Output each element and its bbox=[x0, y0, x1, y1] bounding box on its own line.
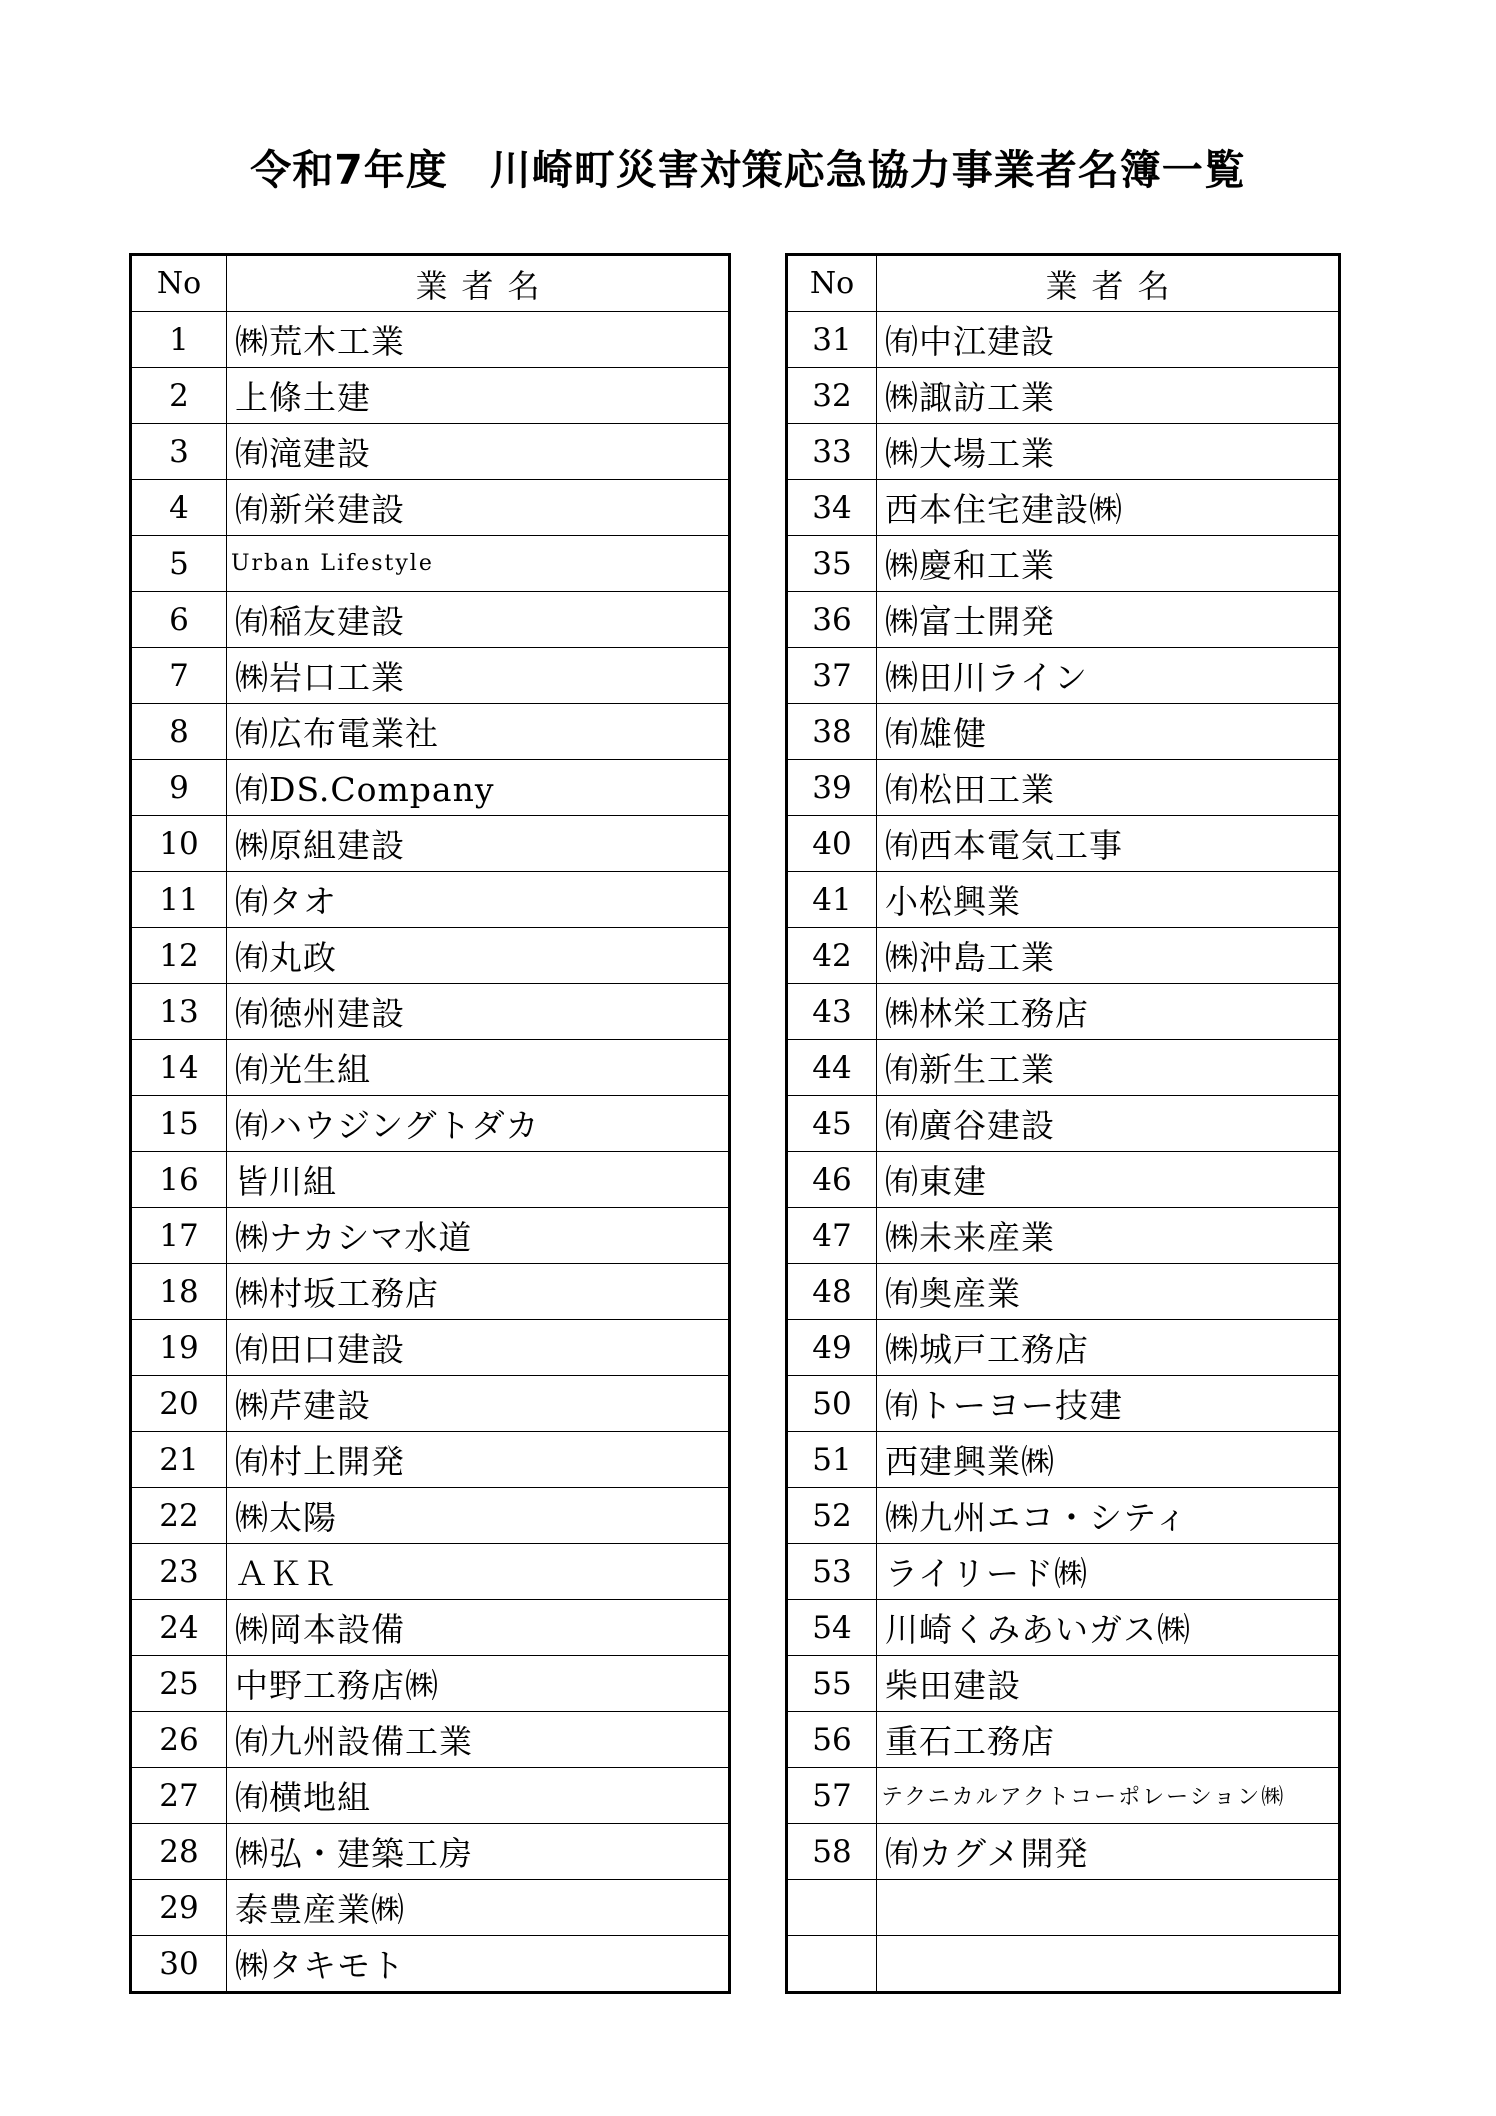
table-row bbox=[787, 1656, 1340, 1712]
table-row bbox=[787, 592, 1340, 648]
company-name: ㈱弘・建築工房 bbox=[227, 1824, 730, 1880]
table-row bbox=[131, 368, 730, 424]
table-row bbox=[131, 928, 730, 984]
roster-body-right bbox=[787, 312, 1340, 1993]
company-name: ㈲新生工業 bbox=[877, 1040, 1340, 1096]
row-number: 1 bbox=[131, 312, 227, 368]
company-name: ㈲広布電業社 bbox=[227, 704, 730, 760]
company-name: ㈱タキモト bbox=[227, 1936, 730, 1993]
company-name: 小松興業 bbox=[877, 872, 1340, 928]
row-number: 31 bbox=[787, 312, 877, 368]
row-number: 20 bbox=[131, 1376, 227, 1432]
company-name: 泰豊産業㈱ bbox=[227, 1880, 730, 1936]
company-name: ㈱沖島工業 bbox=[877, 928, 1340, 984]
company-name: ㈱太陽 bbox=[227, 1488, 730, 1544]
row-number: 39 bbox=[787, 760, 877, 816]
column-header-name: 業者名 bbox=[877, 255, 1340, 312]
company-name: ㈱岡本設備 bbox=[227, 1600, 730, 1656]
row-number: 53 bbox=[787, 1544, 877, 1600]
row-number: 11 bbox=[131, 872, 227, 928]
company-name: ㈱大場工業 bbox=[877, 424, 1340, 480]
row-number: 3 bbox=[131, 424, 227, 480]
company-name: ㈱林栄工務店 bbox=[877, 984, 1340, 1040]
company-name: ㈱岩口工業 bbox=[227, 648, 730, 704]
company-name: 川崎くみあいガス㈱ bbox=[877, 1600, 1340, 1656]
row-number: 50 bbox=[787, 1376, 877, 1432]
row-number: 32 bbox=[787, 368, 877, 424]
table-row bbox=[131, 1880, 730, 1936]
company-name: ㈱諏訪工業 bbox=[877, 368, 1340, 424]
table-row bbox=[131, 872, 730, 928]
table-row bbox=[787, 1600, 1340, 1656]
table-row bbox=[787, 424, 1340, 480]
table-header-row bbox=[787, 255, 1340, 312]
table-row bbox=[787, 872, 1340, 928]
column-header-name: 業者名 bbox=[227, 255, 730, 312]
row-number: 21 bbox=[131, 1432, 227, 1488]
company-name: ㈲横地組 bbox=[227, 1768, 730, 1824]
table-row bbox=[787, 1880, 1340, 1936]
table-row bbox=[131, 984, 730, 1040]
column-header-no: No bbox=[131, 255, 227, 312]
table-row bbox=[787, 1488, 1340, 1544]
table-row bbox=[787, 536, 1340, 592]
company-name: 重石工務店 bbox=[877, 1712, 1340, 1768]
row-number: 10 bbox=[131, 816, 227, 872]
table-row bbox=[131, 1432, 730, 1488]
row-number: 9 bbox=[131, 760, 227, 816]
table-row bbox=[131, 1656, 730, 1712]
row-number: 27 bbox=[131, 1768, 227, 1824]
company-name: ㈱富士開発 bbox=[877, 592, 1340, 648]
row-number: 41 bbox=[787, 872, 877, 928]
row-number: 24 bbox=[131, 1600, 227, 1656]
company-name: ㈱未来産業 bbox=[877, 1208, 1340, 1264]
row-number: 18 bbox=[131, 1264, 227, 1320]
company-name: ㈲廣谷建設 bbox=[877, 1096, 1340, 1152]
row-number: 16 bbox=[131, 1152, 227, 1208]
table-row bbox=[787, 1096, 1340, 1152]
company-name: ㈱原組建設 bbox=[227, 816, 730, 872]
table-row bbox=[787, 1040, 1340, 1096]
company-name: ㈱慶和工業 bbox=[877, 536, 1340, 592]
page-title: 令和7年度 川崎町災害対策応急協力事業者名簿一覧 bbox=[250, 146, 1246, 194]
table-row bbox=[787, 1376, 1340, 1432]
table-row bbox=[787, 1432, 1340, 1488]
company-name: ㈲徳州建設 bbox=[227, 984, 730, 1040]
table-row bbox=[787, 984, 1340, 1040]
company-name: ㈲ハウジングトダカ bbox=[227, 1096, 730, 1152]
table-row bbox=[131, 648, 730, 704]
row-number: 23 bbox=[131, 1544, 227, 1600]
table-row bbox=[131, 1040, 730, 1096]
row-number: 5 bbox=[131, 536, 227, 592]
row-number: 15 bbox=[131, 1096, 227, 1152]
company-name bbox=[877, 1880, 1340, 1936]
row-number: 38 bbox=[787, 704, 877, 760]
row-number: 26 bbox=[131, 1712, 227, 1768]
table-row bbox=[131, 760, 730, 816]
company-name: ㈱荒木工業 bbox=[227, 312, 730, 368]
row-number: 42 bbox=[787, 928, 877, 984]
table-row bbox=[787, 816, 1340, 872]
company-name: ㈲タオ bbox=[227, 872, 730, 928]
row-number: 13 bbox=[131, 984, 227, 1040]
company-name: ㈲丸政 bbox=[227, 928, 730, 984]
company-name: ㈱城戸工務店 bbox=[877, 1320, 1340, 1376]
row-number: 44 bbox=[787, 1040, 877, 1096]
table-row bbox=[131, 704, 730, 760]
table-row bbox=[131, 1208, 730, 1264]
row-number: 7 bbox=[131, 648, 227, 704]
company-name: ㈲カグメ開発 bbox=[877, 1824, 1340, 1880]
row-number: 57 bbox=[787, 1768, 877, 1824]
table-row bbox=[787, 1264, 1340, 1320]
row-number: 37 bbox=[787, 648, 877, 704]
row-number bbox=[787, 1880, 877, 1936]
row-number: 56 bbox=[787, 1712, 877, 1768]
table-row bbox=[131, 1936, 730, 1993]
roster-body-left bbox=[131, 312, 730, 1993]
row-number: 52 bbox=[787, 1488, 877, 1544]
company-name: ㈲雄健 bbox=[877, 704, 1340, 760]
row-number: 19 bbox=[131, 1320, 227, 1376]
company-name: ㈲滝建設 bbox=[227, 424, 730, 480]
row-number: 54 bbox=[787, 1600, 877, 1656]
row-number: 22 bbox=[131, 1488, 227, 1544]
row-number: 29 bbox=[131, 1880, 227, 1936]
row-number: 45 bbox=[787, 1096, 877, 1152]
company-name: ㈲東建 bbox=[877, 1152, 1340, 1208]
row-number: 28 bbox=[131, 1824, 227, 1880]
company-name: ㈱芹建設 bbox=[227, 1376, 730, 1432]
company-name: ㈲新栄建設 bbox=[227, 480, 730, 536]
table-header-row bbox=[131, 255, 730, 312]
table-row bbox=[131, 816, 730, 872]
table-row bbox=[787, 648, 1340, 704]
table-row bbox=[131, 1096, 730, 1152]
company-name: ㈲村上開発 bbox=[227, 1432, 730, 1488]
row-number bbox=[787, 1936, 877, 1993]
row-number: 14 bbox=[131, 1040, 227, 1096]
row-number: 55 bbox=[787, 1656, 877, 1712]
table-row bbox=[131, 312, 730, 368]
table-row bbox=[131, 424, 730, 480]
table-row bbox=[131, 1600, 730, 1656]
company-name: ㈲稲友建設 bbox=[227, 592, 730, 648]
row-number: 51 bbox=[787, 1432, 877, 1488]
row-number: 6 bbox=[131, 592, 227, 648]
table-row bbox=[131, 536, 730, 592]
table-row bbox=[787, 1152, 1340, 1208]
company-name bbox=[877, 1936, 1340, 1993]
company-name: ＡＫＲ bbox=[227, 1544, 730, 1600]
row-number: 2 bbox=[131, 368, 227, 424]
table-row bbox=[131, 1488, 730, 1544]
company-name: 中野工務店㈱ bbox=[227, 1656, 730, 1712]
company-name: テクニカルアクトコーポレーション㈱ bbox=[877, 1768, 1340, 1824]
table-row bbox=[131, 1152, 730, 1208]
roster-table-right bbox=[785, 253, 1341, 1994]
row-number: 43 bbox=[787, 984, 877, 1040]
row-number: 35 bbox=[787, 536, 877, 592]
table-row bbox=[787, 760, 1340, 816]
company-name: ㈲中江建設 bbox=[877, 312, 1340, 368]
table-row bbox=[131, 1264, 730, 1320]
row-number: 58 bbox=[787, 1824, 877, 1880]
company-name: ㈲トーヨー技建 bbox=[877, 1376, 1340, 1432]
company-name: ㈱九州エコ・シティ bbox=[877, 1488, 1340, 1544]
row-number: 48 bbox=[787, 1264, 877, 1320]
company-name: ㈱田川ライン bbox=[877, 648, 1340, 704]
column-header-no: No bbox=[787, 255, 877, 312]
row-number: 4 bbox=[131, 480, 227, 536]
table-row bbox=[131, 1824, 730, 1880]
company-name: ㈲西本電気工事 bbox=[877, 816, 1340, 872]
company-name: 西本住宅建設㈱ bbox=[877, 480, 1340, 536]
company-name: ㈲松田工業 bbox=[877, 760, 1340, 816]
table-row bbox=[131, 1768, 730, 1824]
row-number: 49 bbox=[787, 1320, 877, 1376]
company-name: ㈲田口建設 bbox=[227, 1320, 730, 1376]
company-name: ㈲奥産業 bbox=[877, 1264, 1340, 1320]
company-name: 西建興業㈱ bbox=[877, 1432, 1340, 1488]
table-row bbox=[787, 312, 1340, 368]
row-number: 40 bbox=[787, 816, 877, 872]
company-name: 上條土建 bbox=[227, 368, 730, 424]
table-row bbox=[787, 1768, 1340, 1824]
roster-table-left bbox=[129, 253, 731, 1994]
table-row bbox=[131, 1712, 730, 1768]
table-row bbox=[787, 1936, 1340, 1993]
row-number: 8 bbox=[131, 704, 227, 760]
company-name: ㈲DS.Company bbox=[227, 760, 730, 816]
row-number: 12 bbox=[131, 928, 227, 984]
company-name: ㈱ナカシマ水道 bbox=[227, 1208, 730, 1264]
row-number: 34 bbox=[787, 480, 877, 536]
table-row bbox=[787, 928, 1340, 984]
table-row bbox=[787, 368, 1340, 424]
company-name: ライリード㈱ bbox=[877, 1544, 1340, 1600]
company-name: Urban Lifestyle bbox=[227, 536, 730, 592]
table-row bbox=[131, 1376, 730, 1432]
row-number: 30 bbox=[131, 1936, 227, 1993]
table-row bbox=[787, 1544, 1340, 1600]
company-name: ㈲光生組 bbox=[227, 1040, 730, 1096]
table-row bbox=[131, 1320, 730, 1376]
row-number: 47 bbox=[787, 1208, 877, 1264]
company-name: 柴田建設 bbox=[877, 1656, 1340, 1712]
row-number: 33 bbox=[787, 424, 877, 480]
table-row bbox=[787, 1320, 1340, 1376]
table-row bbox=[131, 592, 730, 648]
company-name: 皆川組 bbox=[227, 1152, 730, 1208]
company-name: ㈲九州設備工業 bbox=[227, 1712, 730, 1768]
company-name: ㈱村坂工務店 bbox=[227, 1264, 730, 1320]
table-row bbox=[787, 1824, 1340, 1880]
table-row bbox=[131, 480, 730, 536]
table-row bbox=[787, 1712, 1340, 1768]
row-number: 36 bbox=[787, 592, 877, 648]
table-row bbox=[787, 1208, 1340, 1264]
row-number: 25 bbox=[131, 1656, 227, 1712]
table-row bbox=[787, 704, 1340, 760]
table-row bbox=[787, 480, 1340, 536]
table-row bbox=[131, 1544, 730, 1600]
row-number: 46 bbox=[787, 1152, 877, 1208]
row-number: 17 bbox=[131, 1208, 227, 1264]
